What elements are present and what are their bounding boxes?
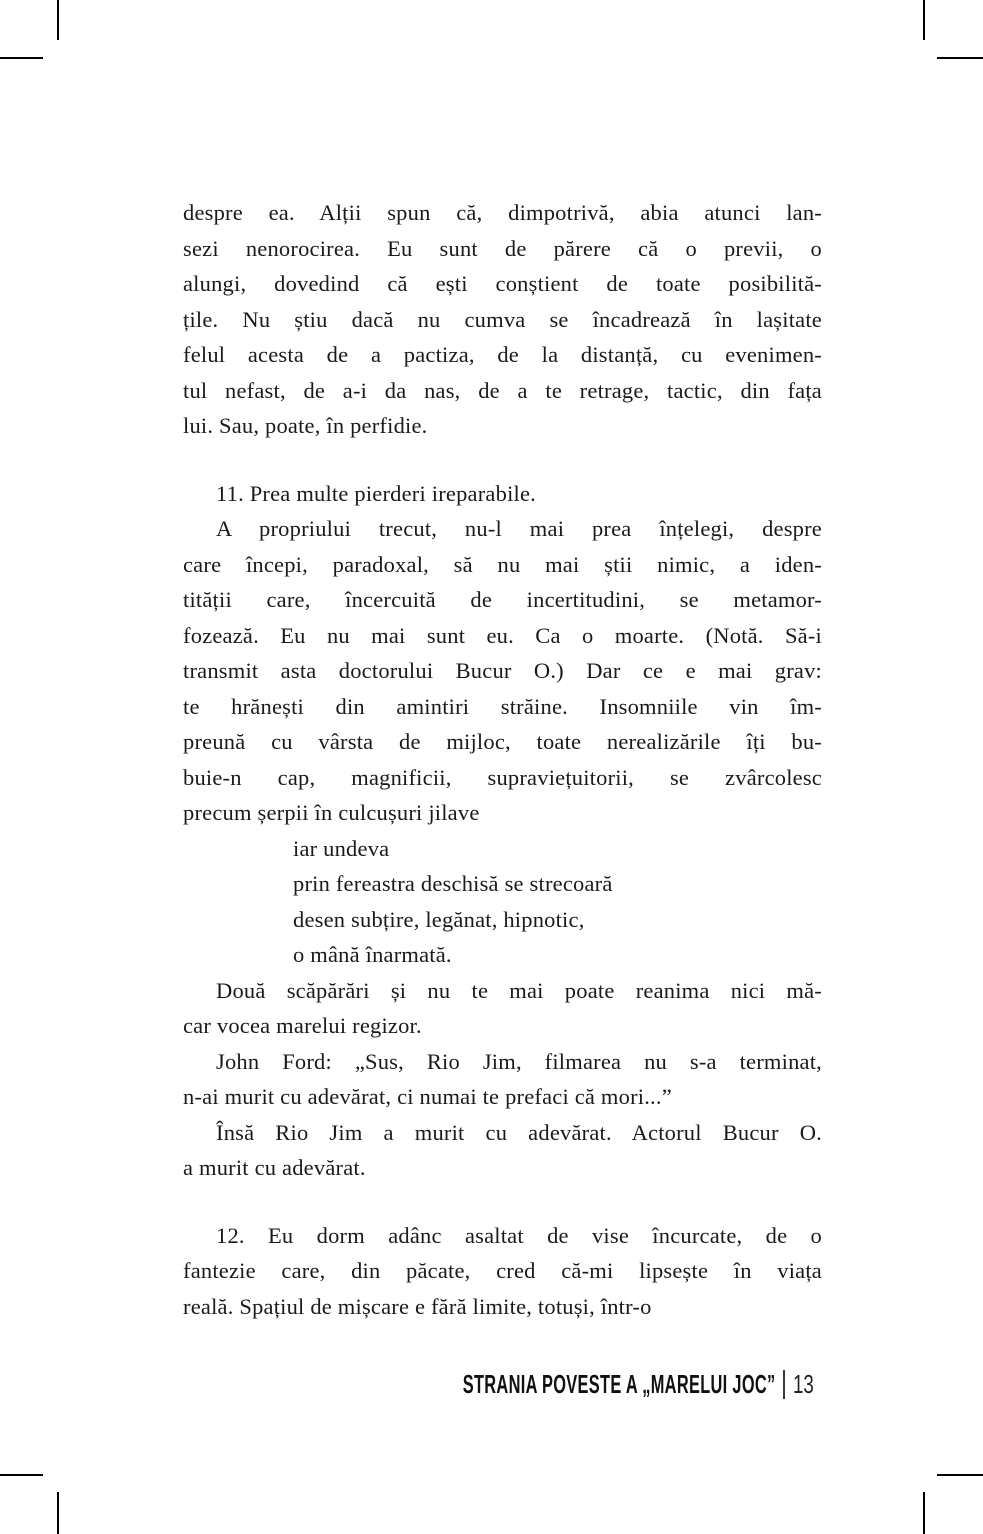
text-line: precum șerpii în culcușuri jilave [183,800,480,825]
text-line: transmit asta doctorului Bucur O.) Dar ce e mai grav: [183,658,822,683]
crop-mark-top-left-vertical [57,0,59,40]
paragraph [183,973,822,1044]
text-line: te hrănești din amintiri străine. Insomniile vin îm- [183,693,822,719]
crop-mark-top-right-vertical [923,0,925,40]
text-line: 12. Eu dorm adânc asaltat de vise încurcate, de o [216,1222,822,1248]
footer-running-title: STRANIA POVESTE A „MARELUI JOC” [462,1369,776,1399]
paragraph [183,831,822,973]
text-line: preună cu vârsta de mijloc, toate nerealizările îți bu- [183,729,822,754]
text-line: lui. Sau, poate, în perfidie. [183,413,428,438]
text-line: alungi, dovedind că ești conștient de toate posibilită- [183,271,822,296]
text-line: sezi nenorocirea. Eu sunt de părere că o previi, o [183,235,822,261]
text-line: reală. Spațiul de mișcare e fără limite, totuși, într-o [183,1293,652,1319]
text-line: tității care, încercuită de incertitudini, se metamor- [183,587,822,612]
crop-mark-bottom-right-horizontal [937,1474,983,1476]
page-number: 13 [793,1369,814,1399]
text-line: Însă Rio Jim a murit cu adevărat. Actorul Bucur O. [216,1119,822,1145]
text-line: a murit cu adevărat. [183,1155,366,1180]
text-line: țile. Nu știu dacă nu cumva se încadrează în lașitate [183,306,822,332]
text-line: fantezie care, din păcate, cred că-mi lipsește în viața [183,1258,822,1283]
crop-mark-bottom-right-vertical [923,1492,925,1534]
text-line: fozează. Eu nu mai sunt eu. Ca o moarte. (Notă. Să-i [183,622,822,648]
crop-mark-top-left-horizontal [0,57,43,59]
text-line: felul acesta de a pactiza, de la distanță, cu evenimen- [183,342,822,367]
paragraph [183,1218,822,1325]
running-footer [462,1369,822,1399]
text-line: iar undeva [293,835,390,861]
crop-mark-top-right-horizontal [937,57,983,59]
paragraph [183,1115,822,1186]
text-line: buie-n cap, magnificii, supraviețuitorii, se zvârcolesc [183,764,822,790]
text-line: 11. Prea multe pierderi ireparabile. [216,480,536,506]
text-line: car vocea marelui regizor. [183,1013,422,1038]
text-line: care începi, paradoxal, să nu mai știi nimic, a iden- [183,551,822,577]
crop-mark-bottom-left-vertical [57,1492,59,1534]
text-line: n-ai murit cu adevărat, ci numai te prefaci că mori...” [183,1084,672,1109]
paragraph [183,511,822,831]
page-text-block [183,195,822,1324]
text-line: o mână înarmată. [293,942,452,967]
text-line: John Ford: „Sus, Rio Jim, filmarea nu s-a terminat, [216,1048,822,1074]
footer-separator-bar [783,1370,785,1399]
paragraph [183,476,822,512]
paragraph [183,1044,822,1115]
text-line: prin fereastra deschisă se strecoară [293,871,613,896]
paragraph [183,195,822,444]
text-line: Două scăpărări și nu te mai poate reanima nici mă- [216,977,822,1003]
crop-mark-bottom-left-horizontal [0,1474,43,1476]
text-line: despre ea. Alții spun că, dimpotrivă, abia atunci lan- [183,200,822,225]
text-line: desen subțire, legănat, hipnotic, [293,906,585,932]
text-line: tul nefast, de a-i da nas, de a te retrage, tactic, din fața [183,377,822,403]
text-line: A propriului trecut, nu-l mai prea înțelegi, despre [216,516,822,541]
footer-title-wrap [462,1369,776,1399]
